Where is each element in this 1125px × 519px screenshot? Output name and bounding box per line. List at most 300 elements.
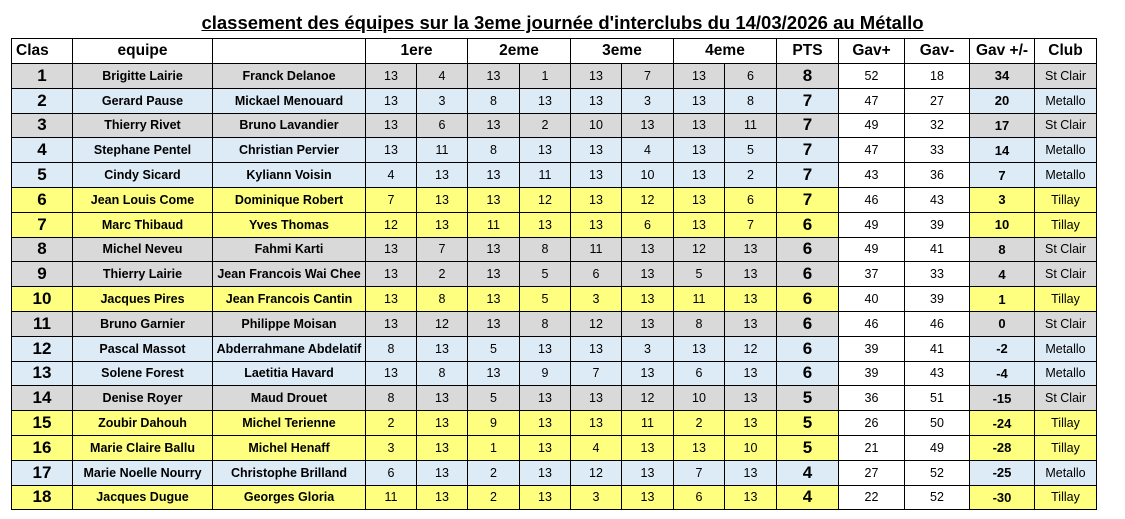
score-cell: 13: [571, 138, 622, 163]
score-cell: 6: [366, 460, 417, 485]
gav-minus-cell: 41: [905, 336, 970, 361]
player-2-cell: Fahmi Karti: [213, 237, 366, 262]
header-gav-minus: Gav-: [905, 39, 970, 64]
score-cell: 13: [468, 262, 520, 287]
score-cell: 13: [366, 262, 417, 287]
score-cell: 13: [468, 113, 520, 138]
points-cell: 6: [777, 287, 839, 312]
table-row: [12, 187, 1097, 212]
points-cell: 5: [777, 411, 839, 436]
score-cell: 12: [366, 212, 417, 237]
gav-minus-cell: 52: [905, 460, 970, 485]
gav-minus-cell: 33: [905, 262, 970, 287]
score-cell: 13: [622, 113, 674, 138]
score-cell: 13: [366, 287, 417, 312]
header-round-3: 3eme: [571, 39, 674, 64]
gav-plus-cell: 49: [839, 212, 905, 237]
score-cell: 5: [520, 287, 571, 312]
gav-plus-cell: 49: [839, 113, 905, 138]
gav-diff-cell: -15: [970, 386, 1035, 411]
club-cell: Tillay: [1035, 435, 1097, 460]
header-round-4: 4eme: [674, 39, 777, 64]
player-2-cell: Abderrahmane Abdelatif: [213, 336, 366, 361]
rank-cell: 1: [12, 64, 73, 89]
score-cell: 13: [520, 336, 571, 361]
score-cell: 11: [520, 163, 571, 188]
score-cell: 13: [725, 262, 777, 287]
score-cell: 13: [417, 336, 468, 361]
table-row: [12, 287, 1097, 312]
player-2-cell: Philippe Moisan: [213, 311, 366, 336]
header-round-2: 2eme: [468, 39, 571, 64]
player-2-cell: Christian Pervier: [213, 138, 366, 163]
rank-cell: 2: [12, 88, 73, 113]
player-2-cell: Kyliann Voisin: [213, 163, 366, 188]
table-row: [12, 411, 1097, 436]
score-cell: 13: [520, 435, 571, 460]
score-cell: 13: [571, 163, 622, 188]
score-cell: 13: [571, 411, 622, 436]
table-row: [12, 237, 1097, 262]
points-cell: 6: [777, 336, 839, 361]
score-cell: 13: [571, 64, 622, 89]
score-cell: 6: [622, 212, 674, 237]
score-cell: 13: [674, 88, 725, 113]
score-cell: 13: [520, 88, 571, 113]
score-cell: 5: [520, 262, 571, 287]
gav-plus-cell: 49: [839, 237, 905, 262]
score-cell: 13: [468, 64, 520, 89]
gav-minus-cell: 49: [905, 435, 970, 460]
score-cell: 11: [725, 113, 777, 138]
gav-plus-cell: 36: [839, 386, 905, 411]
gav-diff-cell: 34: [970, 64, 1035, 89]
score-cell: 3: [622, 336, 674, 361]
score-cell: 13: [417, 411, 468, 436]
score-cell: 4: [366, 163, 417, 188]
score-cell: 12: [571, 460, 622, 485]
score-cell: 6: [417, 113, 468, 138]
points-cell: 6: [777, 212, 839, 237]
rank-cell: 14: [12, 386, 73, 411]
club-cell: St Clair: [1035, 262, 1097, 287]
score-cell: 2: [725, 163, 777, 188]
score-cell: 2: [366, 411, 417, 436]
gav-diff-cell: 10: [970, 212, 1035, 237]
player-2-cell: Georges Gloria: [213, 485, 366, 510]
header-round-1: 1ere: [366, 39, 468, 64]
score-cell: 11: [622, 411, 674, 436]
score-cell: 8: [468, 138, 520, 163]
score-cell: 13: [674, 64, 725, 89]
player-2-cell: Jean Francois Wai Chee: [213, 262, 366, 287]
player-1-cell: Jacques Pires: [73, 287, 213, 312]
player-1-cell: Thierry Rivet: [73, 113, 213, 138]
player-2-cell: Laetitia Havard: [213, 361, 366, 386]
score-cell: 6: [725, 187, 777, 212]
score-cell: 13: [366, 138, 417, 163]
rank-cell: 18: [12, 485, 73, 510]
player-2-cell: Maud Drouet: [213, 386, 366, 411]
rank-cell: 17: [12, 460, 73, 485]
points-cell: 4: [777, 460, 839, 485]
score-cell: 13: [571, 212, 622, 237]
score-cell: 5: [468, 336, 520, 361]
player-2-cell: Yves Thomas: [213, 212, 366, 237]
score-cell: 13: [622, 485, 674, 510]
club-cell: Metallo: [1035, 88, 1097, 113]
score-cell: 13: [622, 237, 674, 262]
score-cell: 13: [417, 386, 468, 411]
player-2-cell: Christophe Brilland: [213, 460, 366, 485]
club-cell: Tillay: [1035, 411, 1097, 436]
gav-minus-cell: 39: [905, 212, 970, 237]
score-cell: 12: [520, 187, 571, 212]
score-cell: 13: [622, 262, 674, 287]
score-cell: 8: [520, 311, 571, 336]
points-cell: 6: [777, 311, 839, 336]
player-2-cell: Jean Francois Cantin: [213, 287, 366, 312]
score-cell: 13: [366, 113, 417, 138]
score-cell: 7: [571, 361, 622, 386]
score-cell: 12: [622, 386, 674, 411]
gav-plus-cell: 39: [839, 361, 905, 386]
score-cell: 11: [571, 237, 622, 262]
score-cell: 13: [520, 411, 571, 436]
score-cell: 13: [674, 187, 725, 212]
score-cell: 13: [417, 212, 468, 237]
rank-cell: 9: [12, 262, 73, 287]
score-cell: 3: [571, 287, 622, 312]
player-1-cell: Pascal Massot: [73, 336, 213, 361]
score-cell: 1: [520, 64, 571, 89]
gav-plus-cell: 21: [839, 435, 905, 460]
table-row: [12, 386, 1097, 411]
gav-diff-cell: -2: [970, 336, 1035, 361]
score-cell: 13: [725, 287, 777, 312]
score-cell: 13: [366, 237, 417, 262]
score-cell: 6: [674, 485, 725, 510]
gav-plus-cell: 43: [839, 163, 905, 188]
score-cell: 2: [468, 460, 520, 485]
gav-plus-cell: 47: [839, 88, 905, 113]
gav-plus-cell: 26: [839, 411, 905, 436]
gav-minus-cell: 50: [905, 411, 970, 436]
header-equipe: equipe: [73, 39, 213, 64]
score-cell: 13: [725, 411, 777, 436]
gav-plus-cell: 46: [839, 187, 905, 212]
score-cell: 13: [725, 361, 777, 386]
club-cell: Metallo: [1035, 138, 1097, 163]
club-cell: Metallo: [1035, 361, 1097, 386]
gav-minus-cell: 39: [905, 287, 970, 312]
score-cell: 13: [571, 386, 622, 411]
player-1-cell: Stephane Pentel: [73, 138, 213, 163]
score-cell: 13: [674, 113, 725, 138]
score-cell: 6: [725, 64, 777, 89]
gav-minus-cell: 51: [905, 386, 970, 411]
club-cell: St Clair: [1035, 113, 1097, 138]
score-cell: 13: [622, 460, 674, 485]
rank-cell: 6: [12, 187, 73, 212]
score-cell: 13: [520, 138, 571, 163]
gav-diff-cell: -28: [970, 435, 1035, 460]
score-cell: 12: [725, 336, 777, 361]
score-cell: 7: [622, 64, 674, 89]
club-cell: St Clair: [1035, 64, 1097, 89]
club-cell: Tillay: [1035, 187, 1097, 212]
score-cell: 4: [571, 435, 622, 460]
score-cell: 2: [520, 113, 571, 138]
header-club: Club: [1035, 39, 1097, 64]
gav-diff-cell: 0: [970, 311, 1035, 336]
score-cell: 13: [674, 138, 725, 163]
table-row: [12, 262, 1097, 287]
rank-cell: 7: [12, 212, 73, 237]
score-cell: 6: [571, 262, 622, 287]
table-row: [12, 64, 1097, 89]
gav-minus-cell: 18: [905, 64, 970, 89]
gav-diff-cell: 4: [970, 262, 1035, 287]
gav-plus-cell: 40: [839, 287, 905, 312]
score-cell: 13: [725, 485, 777, 510]
player-1-cell: Brigitte Lairie: [73, 64, 213, 89]
rank-cell: 15: [12, 411, 73, 436]
player-2-cell: Mickael Menouard: [213, 88, 366, 113]
score-cell: 13: [622, 361, 674, 386]
score-cell: 13: [674, 212, 725, 237]
club-cell: St Clair: [1035, 237, 1097, 262]
score-cell: 10: [674, 386, 725, 411]
gav-diff-cell: 14: [970, 138, 1035, 163]
table-row: [12, 336, 1097, 361]
header-clas: Clas: [12, 39, 73, 64]
player-1-cell: Michel Neveu: [73, 237, 213, 262]
score-cell: 7: [417, 237, 468, 262]
score-cell: 12: [674, 237, 725, 262]
score-cell: 8: [417, 287, 468, 312]
score-cell: 2: [674, 411, 725, 436]
score-cell: 13: [571, 88, 622, 113]
header-pts: PTS: [777, 39, 839, 64]
table-row: [12, 212, 1097, 237]
player-1-cell: Marie Noelle Nourry: [73, 460, 213, 485]
score-cell: 13: [571, 336, 622, 361]
score-cell: 13: [417, 460, 468, 485]
points-cell: 7: [777, 113, 839, 138]
player-1-cell: Jacques Dugue: [73, 485, 213, 510]
score-cell: 13: [417, 187, 468, 212]
score-cell: 3: [571, 485, 622, 510]
club-cell: Metallo: [1035, 336, 1097, 361]
score-cell: 13: [417, 163, 468, 188]
points-cell: 7: [777, 187, 839, 212]
score-cell: 6: [674, 361, 725, 386]
score-cell: 11: [366, 485, 417, 510]
gav-diff-cell: -24: [970, 411, 1035, 436]
standings-table: [11, 38, 1097, 510]
score-cell: 8: [468, 88, 520, 113]
score-cell: 13: [674, 163, 725, 188]
score-cell: 13: [468, 311, 520, 336]
rank-cell: 8: [12, 237, 73, 262]
table-row: [12, 113, 1097, 138]
gav-minus-cell: 43: [905, 187, 970, 212]
gav-diff-cell: -25: [970, 460, 1035, 485]
score-cell: 13: [366, 64, 417, 89]
score-cell: 5: [725, 138, 777, 163]
score-cell: 7: [725, 212, 777, 237]
score-cell: 2: [468, 485, 520, 510]
gav-diff-cell: 1: [970, 287, 1035, 312]
player-1-cell: Denise Royer: [73, 386, 213, 411]
gav-minus-cell: 52: [905, 485, 970, 510]
score-cell: 4: [417, 64, 468, 89]
score-cell: 13: [520, 460, 571, 485]
table-row: [12, 485, 1097, 510]
player-2-cell: Franck Delanoe: [213, 64, 366, 89]
club-cell: Metallo: [1035, 460, 1097, 485]
score-cell: 9: [468, 411, 520, 436]
score-cell: 5: [674, 262, 725, 287]
gav-plus-cell: 47: [839, 138, 905, 163]
score-cell: 8: [725, 88, 777, 113]
rank-cell: 10: [12, 287, 73, 312]
gav-minus-cell: 46: [905, 311, 970, 336]
player-2-cell: Dominique Robert: [213, 187, 366, 212]
table-row: [12, 138, 1097, 163]
score-cell: 13: [366, 311, 417, 336]
table-row: [12, 361, 1097, 386]
score-cell: 13: [622, 287, 674, 312]
gav-minus-cell: 32: [905, 113, 970, 138]
score-cell: 8: [417, 361, 468, 386]
header-equipe-blank: [213, 39, 366, 64]
rank-cell: 3: [12, 113, 73, 138]
score-cell: 13: [725, 386, 777, 411]
club-cell: Tillay: [1035, 485, 1097, 510]
gav-minus-cell: 41: [905, 237, 970, 262]
gav-diff-cell: 7: [970, 163, 1035, 188]
player-1-cell: Gerard Pause: [73, 88, 213, 113]
table-row: [12, 311, 1097, 336]
points-cell: 5: [777, 435, 839, 460]
points-cell: 6: [777, 262, 839, 287]
player-1-cell: Marie Claire Ballu: [73, 435, 213, 460]
score-cell: 8: [366, 386, 417, 411]
gav-plus-cell: 39: [839, 336, 905, 361]
score-cell: 13: [571, 187, 622, 212]
player-1-cell: Zoubir Dahouh: [73, 411, 213, 436]
points-cell: 4: [777, 485, 839, 510]
score-cell: 8: [366, 336, 417, 361]
score-cell: 10: [571, 113, 622, 138]
score-cell: 13: [622, 311, 674, 336]
score-cell: 13: [725, 311, 777, 336]
gav-diff-cell: -4: [970, 361, 1035, 386]
score-cell: 8: [674, 311, 725, 336]
score-cell: 13: [520, 485, 571, 510]
score-cell: 13: [674, 435, 725, 460]
gav-plus-cell: 37: [839, 262, 905, 287]
player-1-cell: Marc Thibaud: [73, 212, 213, 237]
score-cell: 3: [417, 88, 468, 113]
rank-cell: 13: [12, 361, 73, 386]
standings-body: [12, 64, 1097, 510]
score-cell: 13: [468, 163, 520, 188]
table-row: [12, 435, 1097, 460]
points-cell: 7: [777, 88, 839, 113]
score-cell: 10: [622, 163, 674, 188]
gav-diff-cell: 3: [970, 187, 1035, 212]
score-cell: 13: [725, 237, 777, 262]
score-cell: 13: [366, 88, 417, 113]
score-cell: 13: [622, 435, 674, 460]
score-cell: 5: [468, 386, 520, 411]
player-2-cell: Michel Terienne: [213, 411, 366, 436]
club-cell: Metallo: [1035, 163, 1097, 188]
gav-plus-cell: 22: [839, 485, 905, 510]
player-1-cell: Bruno Garnier: [73, 311, 213, 336]
score-cell: 13: [520, 386, 571, 411]
gav-minus-cell: 36: [905, 163, 970, 188]
points-cell: 7: [777, 138, 839, 163]
score-cell: 11: [417, 138, 468, 163]
gav-diff-cell: 20: [970, 88, 1035, 113]
header-row: [12, 39, 1097, 64]
score-cell: 13: [520, 212, 571, 237]
points-cell: 5: [777, 386, 839, 411]
score-cell: 1: [468, 435, 520, 460]
points-cell: 6: [777, 237, 839, 262]
gav-diff-cell: 8: [970, 237, 1035, 262]
gav-diff-cell: 17: [970, 113, 1035, 138]
player-2-cell: Michel Henaff: [213, 435, 366, 460]
score-cell: 13: [417, 435, 468, 460]
points-cell: 7: [777, 163, 839, 188]
rank-cell: 12: [12, 336, 73, 361]
score-cell: 9: [520, 361, 571, 386]
score-cell: 3: [366, 435, 417, 460]
rank-cell: 4: [12, 138, 73, 163]
score-cell: 10: [725, 435, 777, 460]
score-cell: 13: [468, 287, 520, 312]
score-cell: 11: [468, 212, 520, 237]
player-1-cell: Thierry Lairie: [73, 262, 213, 287]
score-cell: 13: [725, 460, 777, 485]
player-1-cell: Cindy Sicard: [73, 163, 213, 188]
score-cell: 7: [366, 187, 417, 212]
table-row: [12, 88, 1097, 113]
score-cell: 11: [674, 287, 725, 312]
score-cell: 13: [468, 237, 520, 262]
score-cell: 8: [520, 237, 571, 262]
score-cell: 4: [622, 138, 674, 163]
score-cell: 12: [571, 311, 622, 336]
score-cell: 13: [468, 361, 520, 386]
rank-cell: 11: [12, 311, 73, 336]
score-cell: 13: [366, 361, 417, 386]
rank-cell: 16: [12, 435, 73, 460]
player-2-cell: Bruno Lavandier: [213, 113, 366, 138]
rank-cell: 5: [12, 163, 73, 188]
points-cell: 8: [777, 64, 839, 89]
player-1-cell: Solene Forest: [73, 361, 213, 386]
club-cell: Tillay: [1035, 287, 1097, 312]
score-cell: 7: [674, 460, 725, 485]
points-cell: 6: [777, 361, 839, 386]
score-cell: 13: [468, 187, 520, 212]
